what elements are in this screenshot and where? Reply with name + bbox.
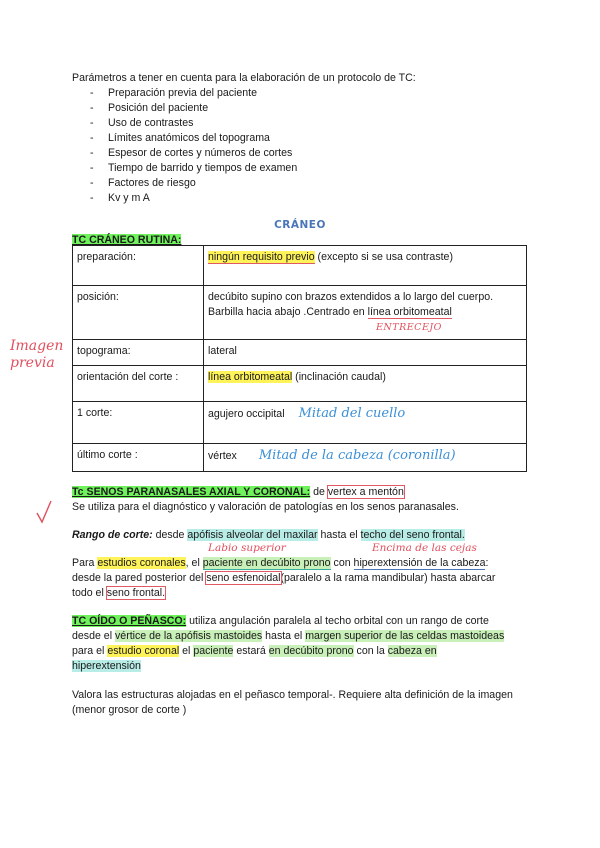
para-text: con — [330, 557, 354, 569]
row-label: último corte : — [73, 444, 204, 472]
row-label: topograma: — [73, 340, 204, 366]
value-text: agujero occipital — [208, 408, 285, 420]
row-label: preparación: — [73, 246, 204, 286]
para-text: Para — [72, 557, 98, 569]
marked-text: línea orbitomeatal — [367, 306, 452, 318]
highlight-text: línea orbitomeatal — [208, 371, 293, 383]
oido-paragraph — [72, 614, 542, 674]
highlight-text: paciente en decúbito prono — [202, 557, 331, 569]
list-item: - Kv y m A — [72, 191, 416, 206]
para-text: para el — [72, 645, 108, 657]
list-item: - Límites anatómicos del topograma — [72, 131, 416, 146]
table-row — [73, 246, 527, 286]
row-value — [204, 366, 527, 402]
row-value — [204, 402, 527, 444]
marked-text: hiperextensión de la cabeza — [353, 557, 486, 569]
senos-title-de: de — [310, 486, 328, 498]
highlight-text: margen superior de las celdas mastoideas — [305, 630, 505, 642]
row-label: orientación del corte : — [73, 366, 204, 402]
range-text: hasta el — [317, 529, 361, 541]
range-to: techo del seno frontal. — [360, 529, 465, 541]
highlight-text: estudios coronales — [97, 557, 186, 569]
range-label: Rango de corte: — [72, 529, 153, 541]
para-text: , el — [185, 557, 203, 569]
highlight-text: hiperextensión — [72, 660, 141, 672]
para-text: todo el — [72, 587, 107, 599]
highlight-text: estudio coronal — [107, 645, 180, 657]
highlight-text: vértice de la apófisis mastoides — [115, 630, 263, 642]
para-text: : — [485, 557, 489, 569]
oido-title: TC OÍDO O PEÑASCO: — [72, 615, 187, 627]
routine-title-text: TC CRÁNEO RUTINA: — [72, 234, 182, 246]
closing-paragraph: Valora las estructuras alojadas en el peñasco temporal-. Requiere alta definición de la imagen (menor grosor de corte ) — [72, 689, 513, 716]
senos-paragraph — [72, 556, 542, 601]
list-item: - Tiempo de barrido y tiempos de examen — [72, 161, 416, 176]
row-value — [204, 444, 527, 472]
margin-note: Imagen previa — [10, 338, 64, 371]
list-item: - Posición del paciente — [72, 101, 416, 116]
para-text: desde la pared posterior del — [72, 572, 207, 584]
row-label: 1 corte: — [73, 402, 204, 444]
para-text: hasta el — [262, 630, 306, 642]
value-text: decúbito supino con brazos extendidos a lo largo del cuerpo. — [208, 291, 494, 303]
checkmark-icon — [36, 500, 52, 524]
para-text: el — [179, 645, 194, 657]
intro-block — [72, 71, 416, 206]
list-item: - Uso de contrastes — [72, 116, 416, 131]
row-value — [204, 286, 527, 340]
para-text: desde el — [72, 630, 115, 642]
table-row — [73, 366, 527, 402]
row-value: lateral — [204, 340, 527, 366]
value-text: (inclinación caudal) — [292, 371, 386, 383]
handwritten-note: Mitad de la cabeza (coronilla) — [258, 448, 456, 463]
marked-text: seno esfenoidal — [206, 572, 281, 584]
list-item: - Espesor de cortes y números de cortes — [72, 146, 416, 161]
handwritten-note: Labio superior — [208, 542, 286, 554]
para-text: con la — [353, 645, 388, 657]
highlight-text: paciente — [193, 645, 234, 657]
table-row — [73, 444, 527, 472]
senos-range: vertex a mentón — [327, 486, 404, 498]
marked-text: seno frontal. — [106, 587, 166, 599]
para-text: (paralelo a la rama mandibular) hasta abarcar — [280, 572, 496, 584]
routine-parameters-table — [72, 245, 527, 472]
value-text: vértex — [208, 450, 237, 462]
highlight-text: en decúbito prono — [268, 645, 354, 657]
range-from: apófisis alveolar del maxilar — [187, 529, 318, 541]
handwritten-note: ENTRECEJO — [376, 322, 442, 333]
handwritten-note: Mitad del cuello — [298, 406, 406, 421]
value-text: Barbilla hacia abajo .Centrado en — [208, 306, 368, 318]
senos-title: Tc SENOS PARANASALES AXIAL Y CORONAL: — [72, 486, 311, 498]
senos-description: Se utiliza para el diagnóstico y valoración de patologías en los senos paranasales. — [72, 501, 459, 513]
parameter-list — [72, 86, 416, 206]
row-label: posición: — [73, 286, 204, 340]
row-value — [204, 246, 527, 286]
handwritten-note: Encima de las cejas — [372, 542, 477, 554]
para-text: utiliza angulación paralela al techo orbital con un rango de corte — [186, 615, 489, 627]
list-item: - Factores de riesgo — [72, 176, 416, 191]
range-text: desde — [152, 529, 188, 541]
value-text: (excepto si se usa contraste) — [314, 251, 453, 263]
highlight-text: cabeza en — [387, 645, 437, 657]
para-text: estará — [233, 645, 269, 657]
highlight-text: ningún requisito previo — [208, 251, 315, 263]
table-row — [73, 286, 527, 340]
senos-range-line — [72, 528, 542, 543]
list-item: - Preparación previa del paciente — [72, 86, 416, 101]
table-row — [73, 340, 527, 366]
intro-heading: Parámetros a tener en cuenta para la elaboración de un protocolo de TC: — [72, 72, 416, 84]
section-title: CRÁNEO — [274, 219, 326, 231]
senos-title-line — [72, 485, 542, 500]
table-row — [73, 402, 527, 444]
